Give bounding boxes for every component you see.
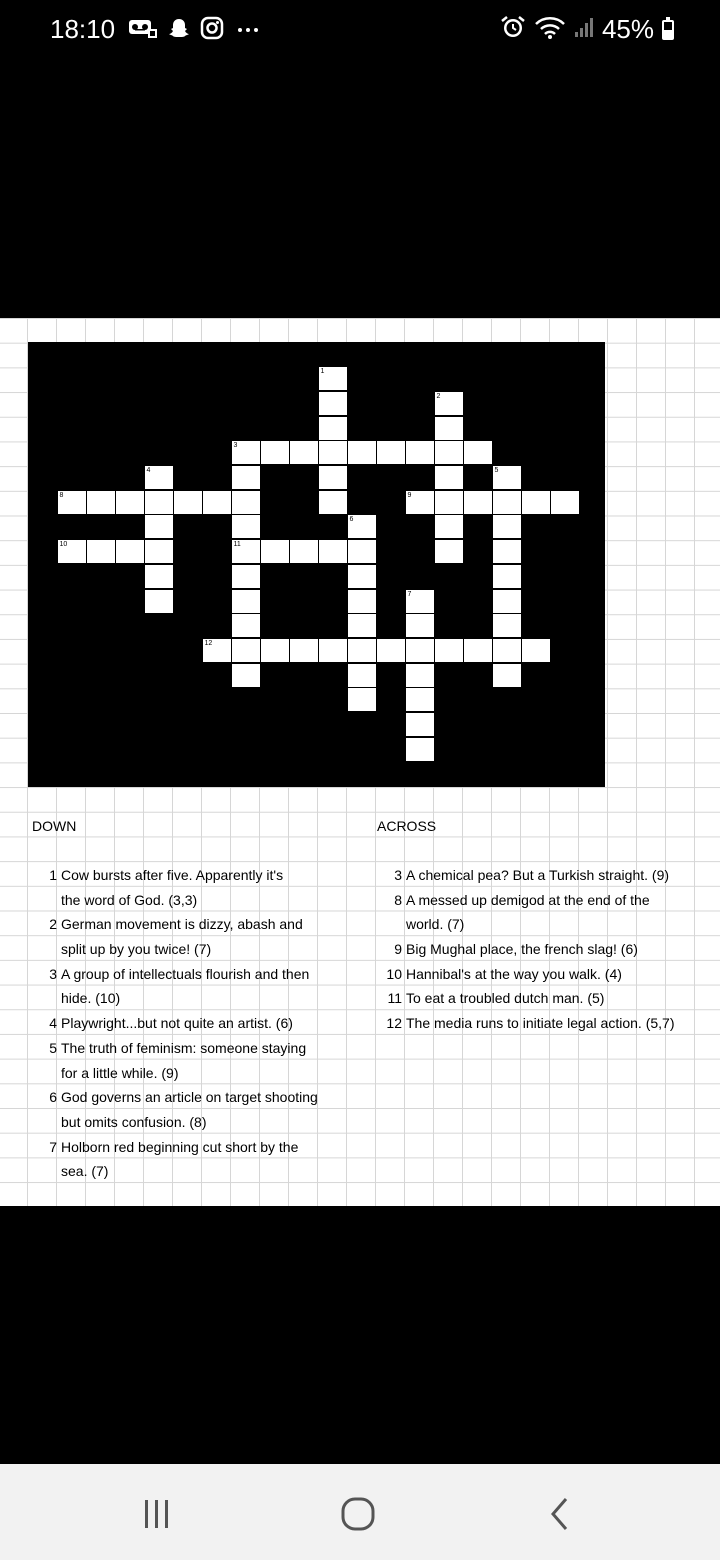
crossword-cell <box>87 540 115 563</box>
clue-text: A group of intellectuals flourish and then <box>61 965 310 982</box>
clue-text: the word of God. (3,3) <box>61 891 198 908</box>
battery-percent: 45% <box>601 14 654 44</box>
crossword-cell <box>116 540 144 563</box>
crossword-cell <box>232 614 260 637</box>
crossword-cell <box>435 515 463 538</box>
clue-text: To eat a troubled dutch man. (5) <box>406 990 605 1007</box>
status-time: 18:10 <box>50 14 116 44</box>
crossword-cell <box>406 639 434 662</box>
crossword-cell <box>406 664 434 687</box>
clue-line <box>29 1135 359 1160</box>
clue-line <box>374 863 714 888</box>
crossword-cell <box>348 688 376 711</box>
crossword-cell <box>493 491 521 514</box>
clue-line <box>29 1011 359 1036</box>
crossword-cell <box>522 639 550 662</box>
cell-number: 4 <box>146 467 151 474</box>
crossword-cell <box>232 565 260 588</box>
clue-line <box>374 912 714 937</box>
crossword-cell <box>464 639 492 662</box>
clue-number: 11 <box>387 990 402 1007</box>
recent-apps-icon <box>142 1498 172 1530</box>
clue-line <box>29 937 359 962</box>
more-dots-icon <box>234 16 262 45</box>
clue-text: split up by you twice! (7) <box>61 941 212 958</box>
clue-number: 9 <box>394 941 402 958</box>
crossword-cell <box>493 639 521 662</box>
crossword-cell <box>232 491 260 514</box>
crossword-cell <box>319 540 347 563</box>
crossword-cell <box>116 491 144 514</box>
crossword-grid <box>28 342 605 787</box>
crossword-cell <box>435 491 463 514</box>
wifi-icon <box>534 14 566 45</box>
home-icon <box>340 1496 376 1532</box>
recent-apps-button[interactable] <box>127 1494 187 1534</box>
crossword-cell <box>319 417 347 440</box>
instagram-icon <box>200 16 224 45</box>
cell-number: 3 <box>233 442 238 450</box>
crossword-cell <box>319 639 347 662</box>
clue-number: 4 <box>49 1015 57 1032</box>
clue-line <box>29 863 359 888</box>
clue-line <box>374 962 714 987</box>
crossword-cell <box>406 713 434 736</box>
crossword-cell <box>261 639 289 662</box>
crossword-cell <box>406 614 434 637</box>
clue-text: A messed up demigod at the end of the <box>406 891 650 908</box>
clue-text: Cow bursts after five. Apparently it's <box>61 867 284 883</box>
crossword-cell <box>232 639 260 662</box>
home-button[interactable] <box>328 1494 388 1534</box>
across-clues <box>374 863 714 1036</box>
cell-number: 8 <box>59 491 64 499</box>
crossword-cell <box>348 441 376 464</box>
cell-number: 10 <box>59 541 68 549</box>
clue-text: for a little while. (9) <box>61 1064 179 1081</box>
clue-text: Holborn red beginning cut short by the <box>61 1138 299 1155</box>
across-heading: ACROSS <box>377 818 437 834</box>
status-icons-left <box>128 16 262 45</box>
clue-text: A chemical pea? But a Turkish straight. (9) <box>406 867 670 883</box>
clue-line <box>374 888 714 913</box>
clue-number: 12 <box>386 1015 402 1032</box>
crossword-cell <box>290 540 318 563</box>
clue-line <box>29 1085 359 1110</box>
clue-number: 7 <box>49 1138 57 1155</box>
clue-text: world. (7) <box>406 916 465 933</box>
crossword-cell <box>435 417 463 440</box>
battery-icon <box>662 20 674 40</box>
clue-text: hide. (10) <box>61 990 121 1007</box>
down-heading: DOWN <box>32 818 77 834</box>
navigation-bar <box>0 1464 720 1560</box>
crossword-cell <box>348 565 376 588</box>
signal-icon <box>574 16 594 43</box>
clue-line <box>29 1110 359 1135</box>
clue-line <box>29 912 359 937</box>
alarm-icon <box>500 14 526 45</box>
crossword-cell <box>87 491 115 514</box>
crossword-cell <box>261 441 289 464</box>
clue-number: 1 <box>49 867 57 883</box>
crossword-cell <box>464 491 492 514</box>
clue-number: 10 <box>386 965 402 982</box>
crossword-cell <box>406 441 434 464</box>
down-clues <box>29 863 359 1184</box>
crossword-cell <box>493 540 521 563</box>
crossword-cell <box>493 590 521 613</box>
status-icons-right <box>500 14 674 45</box>
clue-text: The media runs to initiate legal action. (5,7) <box>406 1015 675 1032</box>
crossword-cell <box>145 491 173 514</box>
crossword-cell <box>203 491 231 514</box>
clue-text: Playwright...but not quite an artist. (6) <box>61 1015 293 1032</box>
crossword-cell <box>435 466 463 489</box>
crossword-cell <box>348 540 376 563</box>
crossword-cell <box>522 491 550 514</box>
cell-number: 7 <box>407 590 412 598</box>
clue-text: God governs an article on target shooting <box>61 1089 318 1106</box>
status-bar <box>0 0 720 60</box>
crossword-cell <box>145 590 173 613</box>
clue-text: but omits confusion. (8) <box>61 1113 207 1130</box>
clue-line <box>374 1011 714 1036</box>
clue-line <box>29 1036 359 1061</box>
clue-line <box>29 1061 359 1086</box>
clue-number: 2 <box>49 916 57 933</box>
crossword-cell <box>377 639 405 662</box>
crossword-cell <box>406 738 434 761</box>
crossword-cell <box>319 491 347 514</box>
clue-text: sea. (7) <box>61 1163 109 1180</box>
crossword-cell <box>435 639 463 662</box>
clue-line <box>29 986 359 1011</box>
crossword-cell <box>319 392 347 415</box>
clue-number: 8 <box>394 891 402 908</box>
crossword-cell <box>232 664 260 687</box>
crossword-cell <box>435 540 463 563</box>
clue-line <box>29 962 359 987</box>
crossword-cell <box>319 441 347 464</box>
clue-number: 6 <box>49 1089 57 1106</box>
clue-text: Hannibal's at the way you walk. (4) <box>406 965 622 982</box>
cell-number: 2 <box>436 392 441 400</box>
crossword-cell <box>493 565 521 588</box>
crossword-cell <box>290 441 318 464</box>
clue-line <box>374 986 714 1011</box>
clue-text: The truth of feminism: someone staying <box>61 1039 307 1056</box>
crossword-cell <box>348 614 376 637</box>
crossword-cell <box>232 466 260 489</box>
cell-number: 1 <box>320 368 325 376</box>
crossword-cell <box>145 565 173 588</box>
crossword-cell <box>348 590 376 613</box>
crossword-cell <box>493 614 521 637</box>
clue-number: 5 <box>49 1039 57 1056</box>
cell-number: 5 <box>494 467 499 474</box>
clue-number: 3 <box>49 965 57 982</box>
cell-number: 6 <box>349 516 354 524</box>
crossword-cell <box>145 540 173 563</box>
clue-line <box>374 937 714 962</box>
crossword-cell <box>493 515 521 538</box>
crossword-cell <box>232 515 260 538</box>
crossword-cell <box>551 491 579 514</box>
voicemail-icon <box>128 17 158 44</box>
clue-line <box>29 1159 359 1184</box>
crossword-cell <box>319 466 347 489</box>
crossword-cell <box>348 639 376 662</box>
crossword-cell <box>406 688 434 711</box>
clue-number: 3 <box>394 867 402 883</box>
cell-number: 11 <box>233 541 241 549</box>
crossword-cell <box>435 441 463 464</box>
cell-number: 12 <box>204 639 213 647</box>
cell-number: 9 <box>407 491 412 499</box>
snapchat-icon <box>168 17 190 44</box>
back-icon <box>548 1496 572 1532</box>
crossword-cell <box>290 639 318 662</box>
clue-text: German movement is dizzy, abash and <box>61 916 303 933</box>
crossword-cell <box>348 664 376 687</box>
crossword-cell <box>377 441 405 464</box>
back-button[interactable] <box>530 1494 590 1534</box>
crossword-cell <box>493 664 521 687</box>
crossword-cell <box>174 491 202 514</box>
crossword-cell <box>464 441 492 464</box>
crossword-image <box>0 318 720 1206</box>
crossword-cell <box>232 590 260 613</box>
clue-text: Big Mughal place, the french slag! (6) <box>406 941 638 958</box>
clue-line <box>29 888 359 913</box>
crossword-cell <box>261 540 289 563</box>
crossword-cell <box>145 515 173 538</box>
